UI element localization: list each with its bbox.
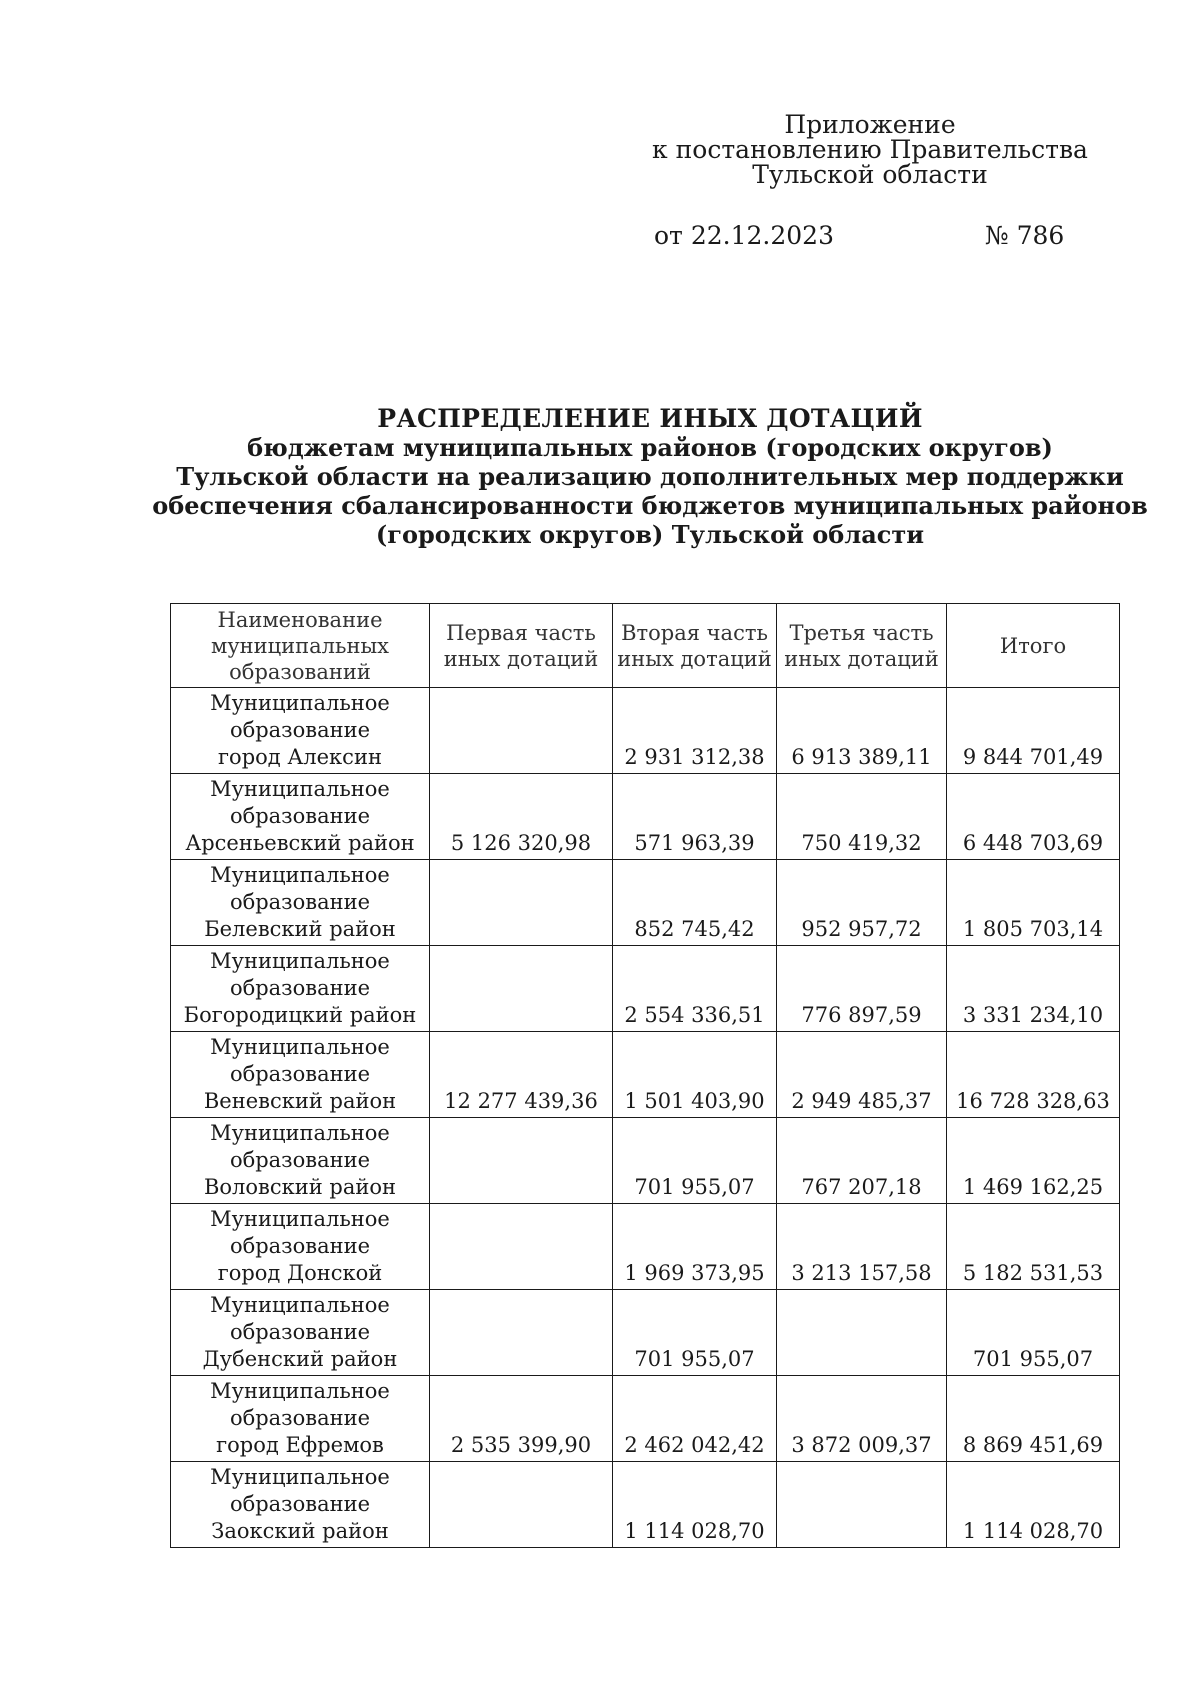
appendix-line: Приложение [784,110,956,139]
cell-part3: 2 949 485,37 [777,1032,947,1118]
header-name: Наименование муниципальных образований [171,604,430,688]
cell-part1 [430,946,613,1032]
table-row [171,1032,1120,1118]
table-row [171,688,1120,774]
cell-total: 5 182 531,53 [947,1204,1120,1290]
document-title [130,404,1170,549]
cell-part1 [430,1462,613,1548]
municipality-name-line: Муниципальное [210,1293,390,1317]
table-body [171,688,1120,1548]
municipality-name-line: образование [229,1320,371,1344]
municipality-name-line: образование [229,1406,371,1430]
municipality-name-line: образование [229,804,371,828]
municipality-name-line: Арсеньевский район [185,831,415,855]
municipality-name-line: образование [229,976,371,1000]
cell-part2: 1 114 028,70 [613,1462,777,1548]
municipality-name-line: Белевский район [204,917,396,941]
cell-part3: 952 957,72 [777,860,947,946]
cell-part2: 2 931 312,38 [613,688,777,774]
decree-number: № 786 [985,221,1065,250]
municipality-name-line: Муниципальное [210,863,390,887]
cell-municipality [171,946,430,1032]
cell-municipality [171,1118,430,1204]
cell-part2: 701 955,07 [613,1118,777,1204]
cell-part3: 6 913 389,11 [777,688,947,774]
cell-part3: 776 897,59 [777,946,947,1032]
cell-part2: 1 501 403,90 [613,1032,777,1118]
cell-part1 [430,1204,613,1290]
cell-part1: 5 126 320,98 [430,774,613,860]
municipality-name-line: Муниципальное [210,1121,390,1145]
cell-municipality [171,1376,430,1462]
cell-part2: 852 745,42 [613,860,777,946]
cell-part3 [777,1290,947,1376]
cell-municipality [171,1204,430,1290]
title-line: обеспечения сбалансированности бюджетов муниципальных районов [152,491,1148,520]
cell-part3: 767 207,18 [777,1118,947,1204]
municipality-name-line: Муниципальное [210,949,390,973]
municipality-name-line: Муниципальное [210,1465,390,1489]
cell-total: 9 844 701,49 [947,688,1120,774]
municipality-name-line: Воловский район [203,1175,397,1199]
cell-part1 [430,688,613,774]
appendix-line: Тульской области [752,160,988,189]
municipality-name-line: Муниципальное [210,1379,390,1403]
cell-total: 1 469 162,25 [947,1118,1120,1204]
cell-part1: 2 535 399,90 [430,1376,613,1462]
cell-total: 701 955,07 [947,1290,1120,1376]
header-part1: Первая часть иных дотаций [430,604,613,688]
cell-total: 6 448 703,69 [947,774,1120,860]
cell-total: 1 114 028,70 [947,1462,1120,1548]
municipality-name-line: Богородицкий район [183,1003,417,1027]
cell-municipality [171,1462,430,1548]
table-row [171,860,1120,946]
cell-part3: 750 419,32 [777,774,947,860]
title-line: (городских округов) Тульской области [375,520,925,549]
table-row [171,1204,1120,1290]
cell-part2: 701 955,07 [613,1290,777,1376]
municipality-name-line: образование [229,1234,371,1258]
table-row [171,1462,1120,1548]
municipality-name-line: Заокский район [211,1519,389,1543]
cell-part3: 3 872 009,37 [777,1376,947,1462]
table-row [171,1376,1120,1462]
cell-part3 [777,1462,947,1548]
cell-part1: 12 277 439,36 [430,1032,613,1118]
table-header-row [171,604,1120,688]
cell-municipality [171,774,430,860]
municipality-name-line: Муниципальное [210,1035,390,1059]
cell-total: 3 331 234,10 [947,946,1120,1032]
title-line: РАСПРЕДЕЛЕНИЕ ИНЫХ ДОТАЦИЙ [377,404,923,433]
appendix-note [600,112,1140,187]
header-part2: Вторая часть иных дотаций [613,604,777,688]
cell-part3: 3 213 157,58 [777,1204,947,1290]
municipality-name-line: Дубенский район [202,1347,398,1371]
table-row [171,1118,1120,1204]
cell-part1 [430,860,613,946]
title-line: бюджетам муниципальных районов (городских округов) [247,433,1053,462]
municipality-name-line: город Алексин [218,745,382,769]
municipality-name-line: Муниципальное [210,777,390,801]
municipality-name-line: образование [229,1148,371,1172]
cell-part1 [430,1118,613,1204]
decree-date: от 22.12.2023 [654,221,834,250]
cell-part2: 1 969 373,95 [613,1204,777,1290]
cell-part2: 571 963,39 [613,774,777,860]
municipality-name-line: образование [229,1492,371,1516]
municipality-name-line: город Ефремов [216,1433,384,1457]
municipality-name-line: образование [229,1062,371,1086]
municipality-name-line: город Донской [217,1261,383,1285]
table-row [171,1290,1120,1376]
appendix-line: к постановлению Правительства [652,135,1088,164]
cell-part2: 2 554 336,51 [613,946,777,1032]
cell-municipality [171,1032,430,1118]
table-row [171,774,1120,860]
header-part3: Третья часть иных дотаций [777,604,947,688]
municipality-name-line: Веневский район [203,1089,397,1113]
header-total: Итого [947,604,1120,688]
municipality-name-line: образование [229,890,371,914]
cell-part1 [430,1290,613,1376]
municipality-name-line: Муниципальное [210,1207,390,1231]
title-line: Тульской области на реализацию дополнительных мер поддержки [176,462,1124,491]
cell-municipality [171,688,430,774]
cell-municipality [171,860,430,946]
municipality-name-line: Муниципальное [210,691,390,715]
cell-part2: 2 462 042,42 [613,1376,777,1462]
cell-total: 8 869 451,69 [947,1376,1120,1462]
grants-table [170,603,1120,1548]
cell-municipality [171,1290,430,1376]
cell-total: 1 805 703,14 [947,860,1120,946]
table-row [171,946,1120,1032]
cell-total: 16 728 328,63 [947,1032,1120,1118]
municipality-name-line: образование [229,718,371,742]
